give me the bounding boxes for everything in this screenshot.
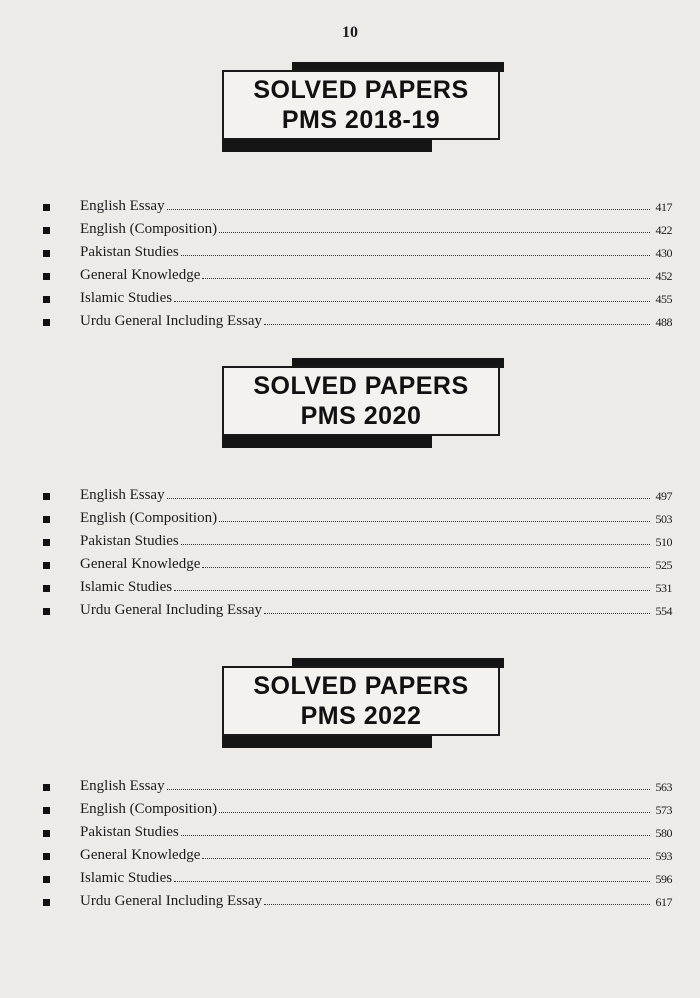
bullet-icon xyxy=(43,876,50,883)
toc-list xyxy=(40,772,680,910)
dot-leader xyxy=(174,881,650,882)
toc-page-number: 430 xyxy=(655,246,672,260)
bullet-icon xyxy=(43,830,50,837)
bullet-icon xyxy=(43,807,50,814)
toc-item xyxy=(40,238,680,261)
toc-page-number: 617 xyxy=(655,895,672,909)
bullet-icon xyxy=(43,562,50,569)
toc-page-number: 497 xyxy=(655,489,672,503)
bullet-icon xyxy=(43,227,50,234)
toc-page-number: 452 xyxy=(655,269,672,283)
banner-title xyxy=(222,70,500,140)
toc-item xyxy=(40,596,680,619)
dot-leader xyxy=(202,278,650,279)
bullet-icon xyxy=(43,784,50,791)
toc-item xyxy=(40,504,680,527)
banner-bottom-bar xyxy=(222,140,432,152)
toc-item xyxy=(40,550,680,573)
section-banner xyxy=(222,352,504,452)
toc-list xyxy=(40,192,680,330)
bullet-icon xyxy=(43,539,50,546)
bullet-icon xyxy=(43,608,50,615)
banner-title-line1: SOLVED PAPERS xyxy=(253,372,469,400)
toc-page-number: 422 xyxy=(655,223,672,237)
toc-item xyxy=(40,795,680,818)
toc-list xyxy=(40,481,680,619)
banner-title-line1: SOLVED PAPERS xyxy=(253,672,469,700)
toc-entry-title: English Essay xyxy=(80,778,165,794)
toc-item xyxy=(40,307,680,330)
toc-entry-title: Islamic Studies xyxy=(80,579,173,595)
dot-leader xyxy=(181,255,650,256)
dot-leader xyxy=(202,567,650,568)
toc-page-number: 596 xyxy=(655,872,672,886)
bullet-icon xyxy=(43,899,50,906)
toc-entry-title: English (Composition) xyxy=(80,221,218,237)
toc-item xyxy=(40,481,680,504)
banner-title xyxy=(222,366,500,436)
toc-entry-title: Urdu General Including Essay xyxy=(80,313,263,329)
banner-bottom-bar xyxy=(222,736,432,748)
toc-item xyxy=(40,215,680,238)
section-banner xyxy=(222,652,504,752)
toc-entry-title: Islamic Studies xyxy=(80,290,173,306)
dot-leader xyxy=(219,232,650,233)
toc-item xyxy=(40,818,680,841)
toc-item xyxy=(40,772,680,795)
toc-entry-title: General Knowledge xyxy=(80,847,201,863)
bullet-icon xyxy=(43,493,50,500)
dot-leader xyxy=(174,590,650,591)
toc-item xyxy=(40,887,680,910)
toc-entry-title: Urdu General Including Essay xyxy=(80,893,263,909)
dot-leader xyxy=(264,904,650,905)
bullet-icon xyxy=(43,853,50,860)
bullet-icon xyxy=(43,273,50,280)
dot-leader xyxy=(181,835,650,836)
toc-entry-title: General Knowledge xyxy=(80,556,201,572)
dot-leader xyxy=(167,789,650,790)
banner-title xyxy=(222,666,500,736)
dot-leader xyxy=(219,812,650,813)
toc-page-number: 573 xyxy=(655,803,672,817)
bullet-icon xyxy=(43,204,50,211)
toc-page-number: 417 xyxy=(655,200,672,214)
bullet-icon xyxy=(43,585,50,592)
bullet-icon xyxy=(43,250,50,257)
dot-leader xyxy=(264,613,650,614)
toc-entry-title: Pakistan Studies xyxy=(80,824,179,840)
toc-item xyxy=(40,573,680,596)
banner-title-line2: PMS 2022 xyxy=(300,702,422,730)
bullet-icon xyxy=(43,516,50,523)
toc-entry-title: Urdu General Including Essay xyxy=(80,602,263,618)
toc-item xyxy=(40,192,680,215)
dot-leader xyxy=(167,209,650,210)
dot-leader xyxy=(174,301,650,302)
page-number: 10 xyxy=(342,24,358,41)
dot-leader xyxy=(219,521,650,522)
toc-page-number: 580 xyxy=(655,826,672,840)
bullet-icon xyxy=(43,296,50,303)
banner-title-line2: PMS 2018-19 xyxy=(281,106,441,134)
toc-entry-title: English (Composition) xyxy=(80,510,218,526)
toc-entry-title: Islamic Studies xyxy=(80,870,173,886)
toc-page-number: 525 xyxy=(655,558,672,572)
toc-item xyxy=(40,864,680,887)
banner-bottom-bar xyxy=(222,436,432,448)
toc-item xyxy=(40,841,680,864)
toc-page-number: 563 xyxy=(655,780,672,794)
bullet-icon xyxy=(43,319,50,326)
toc-page-number: 510 xyxy=(655,535,672,549)
toc-page-number: 503 xyxy=(655,512,672,526)
toc-entry-title: English Essay xyxy=(80,487,165,503)
toc-item xyxy=(40,527,680,550)
section-banner xyxy=(222,56,504,156)
toc-entry-title: Pakistan Studies xyxy=(80,533,179,549)
toc-page-number: 455 xyxy=(655,292,672,306)
dot-leader xyxy=(202,858,650,859)
banner-title-line2: PMS 2020 xyxy=(300,402,422,430)
toc-entry-title: General Knowledge xyxy=(80,267,201,283)
toc-item xyxy=(40,284,680,307)
toc-entry-title: English (Composition) xyxy=(80,801,218,817)
toc-page-number: 531 xyxy=(655,581,672,595)
dot-leader xyxy=(264,324,650,325)
toc-page-number: 554 xyxy=(655,604,672,618)
toc-entry-title: Pakistan Studies xyxy=(80,244,179,260)
toc-page-number: 593 xyxy=(655,849,672,863)
toc-entry-title: English Essay xyxy=(80,198,165,214)
toc-item xyxy=(40,261,680,284)
dot-leader xyxy=(181,544,650,545)
toc-page-number: 488 xyxy=(655,315,672,329)
banner-title-line1: SOLVED PAPERS xyxy=(253,76,469,104)
dot-leader xyxy=(167,498,650,499)
